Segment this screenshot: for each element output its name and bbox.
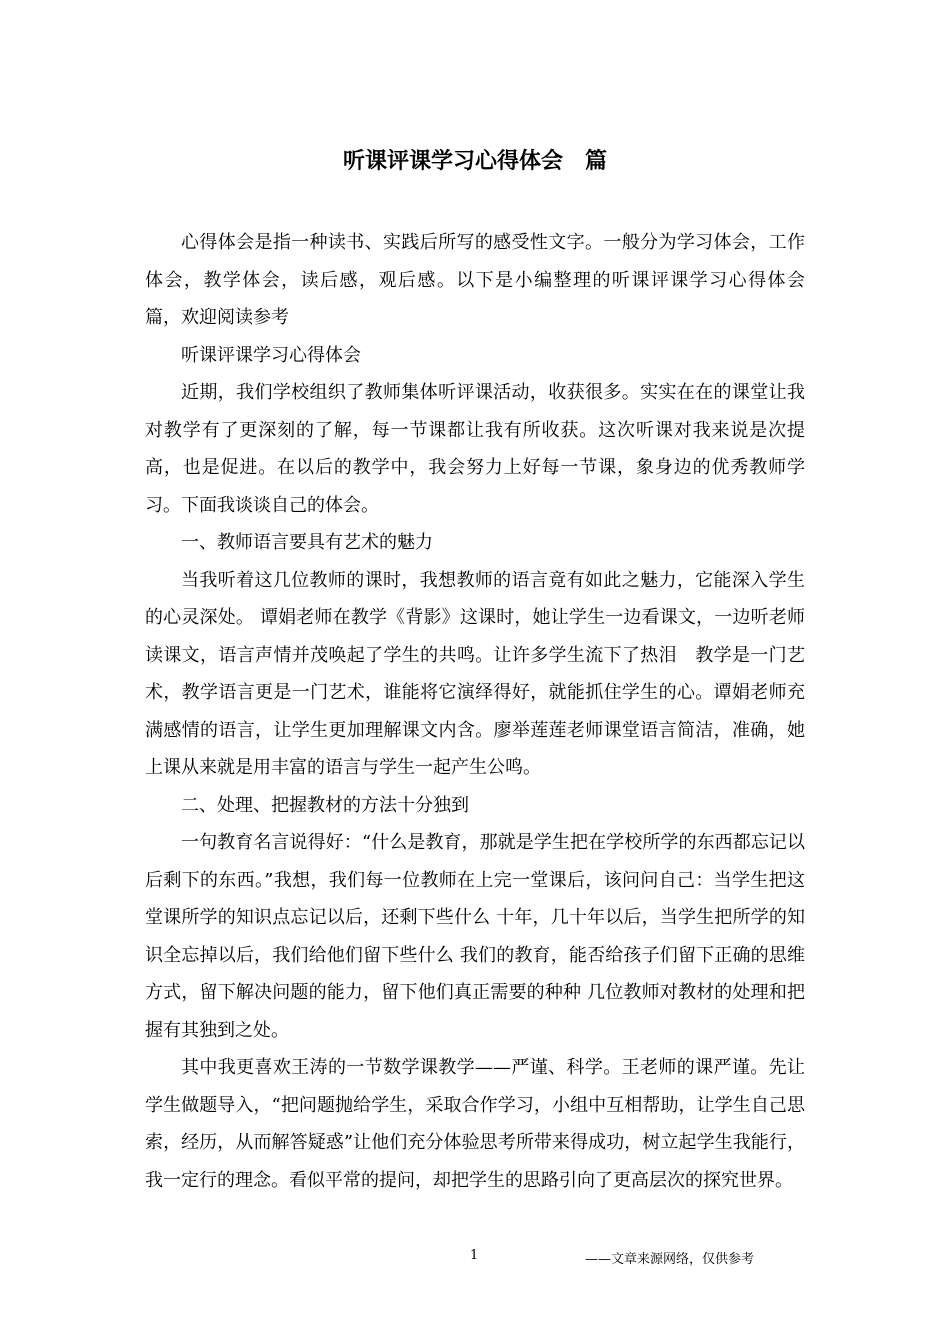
page-number: 1 bbox=[470, 1248, 479, 1263]
section-heading-paragraph: 听课评课学习心得体会 bbox=[181, 344, 361, 366]
body-paragraph: 一句教育名言说得好：“什么是教育，那就是学生把在学校所学的东西都忘记以后剩下的东西。”我想，我们每一位教师在上完一堂课后，该问问自己：当学生把这堂课所学的知识点忘记以后，还剩下些什么 十年，几十年以后，当学生把所学的知识全忘掉以后，我们给他们留下些什么 我们的教育，能否给孩子们留下正确的思维方式，留下解决问题的能力，留下他们真正需要的种种 几位教师对教材的处理和把握有其独到之处。 bbox=[145, 832, 805, 1041]
body-paragraph: 近期，我们学校组织了教师集体听评课活动，收获很多。实实在在的课堂让我对教学有了更深刻的了解，每一节课都让我有所收获。这次听课对我来说是次提高，也是促进。在以后的教学中，我会努力上好每一节课，象身边的优秀教师学习。下面我谈谈自己的体会。 bbox=[145, 382, 805, 516]
intro-paragraph: 心得体会是指一种读书、实践后所写的感受性文字。一般分为学习体会，工作体会，教学体会，读后感，观后感。以下是小编整理的听课评课学习心得体会 篇，欢迎阅读参考 bbox=[145, 232, 823, 328]
document-title: 听课评课学习心得体会 篇 bbox=[342, 149, 607, 174]
subheading-language: 一、教师语言要具有艺术的魅力 bbox=[181, 532, 433, 553]
document-body bbox=[145, 224, 823, 1199]
subheading-materials: 二、处理、把握教材的方法十分独到 bbox=[181, 794, 469, 816]
body-paragraph: 当我听着这几位教师的课时，我想教师的语言竟有如此之魅力，它能深入学生的心灵深处。 谭娟老师在教学《背影》这课时，她让学生一边看课文，一边听老师读课文，语言声情并茂唤起了学生的共鸣。让许多学生流下了热泪 教学是一门艺术，教学语言更是一门艺术，谁能将它演绎得好，就能抓住学生的心。谭娟老师充满感情的语言，让学生更加理解课文内含。廖举莲莲老师课堂语言简洁，准确，她上课从来就是用丰富的语言与学生一起产生公鸣。 bbox=[145, 569, 805, 778]
body-paragraph: 其中我更喜欢王涛的一节数学课教学——严谨、科学。王老师的课严谨。先让学生做题导入，“把问题抛给学生，采取合作学习，小组中互相帮助，让学生自己思索，经历，从而解答疑惑”让他们充分体验思考所带来得成功，树立起学生我能行，我一定行的理念。看似平常的提问，却把学生的思路引向了更高层次的探究世界。 bbox=[145, 1057, 805, 1191]
page-footer bbox=[0, 1248, 950, 1268]
source-note: ——文章来源网络，仅供参考 bbox=[585, 1252, 755, 1267]
